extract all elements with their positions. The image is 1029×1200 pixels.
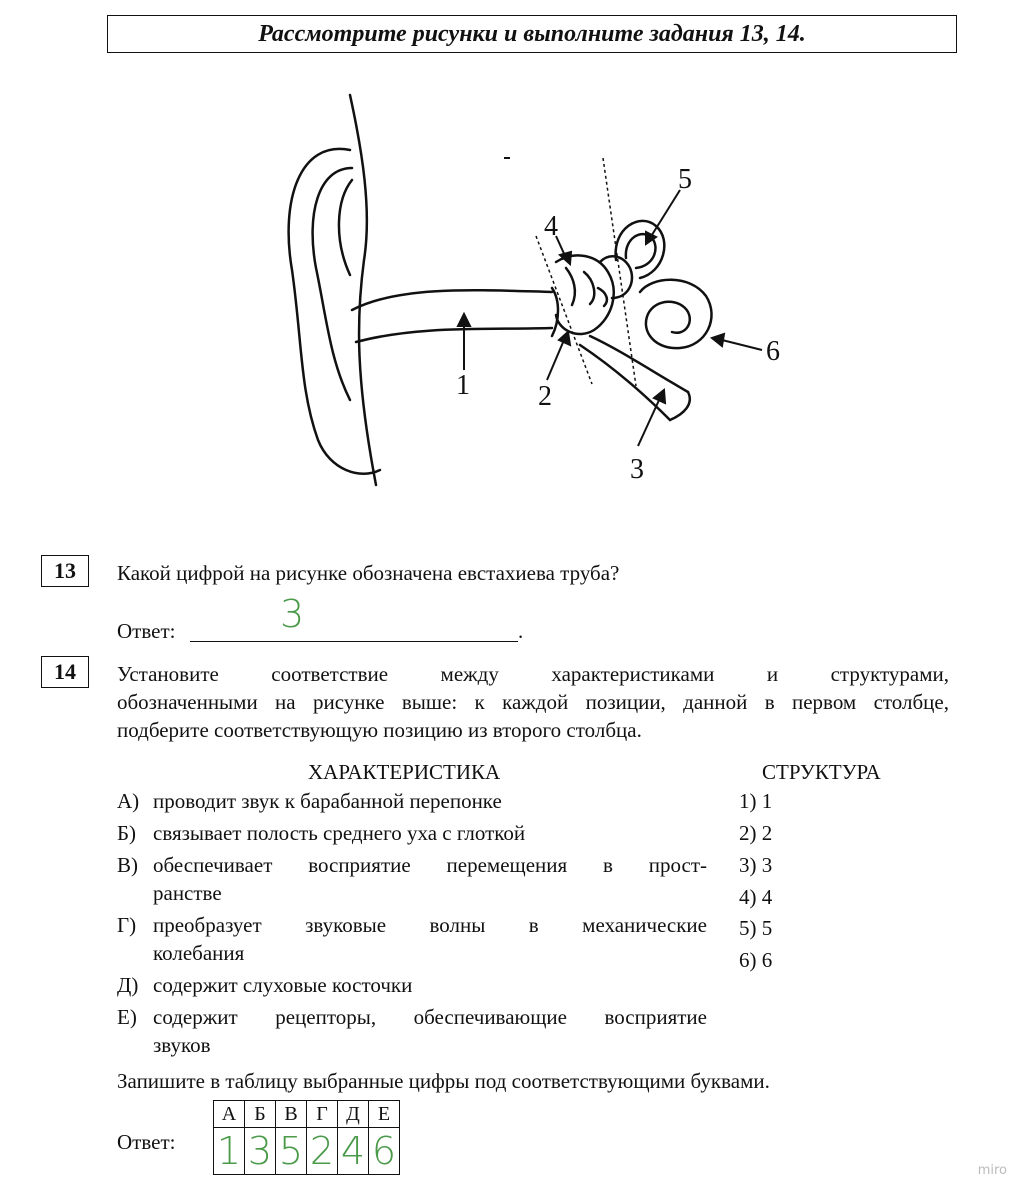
item-text-a: проводит звук к барабанной перепонке	[153, 789, 502, 813]
pinna-inner	[313, 168, 352, 400]
structure-item-1: 1) 1	[739, 789, 773, 813]
eustachian-tube-bottom	[580, 345, 670, 420]
structure-item-5: 5) 5	[739, 916, 773, 940]
question-13-answer-dot: .	[518, 619, 524, 643]
table-cell-v[interactable]: 5	[276, 1128, 307, 1175]
ossicle-stapes	[598, 288, 607, 306]
arrow-2	[547, 340, 564, 380]
item-text-b: связывает полость среднего уха с глоткой	[153, 821, 526, 845]
question-13-text: Какой цифрой на рисунке обозначена евстахиева труба?	[117, 561, 620, 585]
head-contour	[350, 95, 376, 485]
figure-label-6: 6	[766, 336, 780, 367]
table-cell-g[interactable]: 2	[307, 1128, 338, 1175]
column-header-structure: СТРУКТУРА	[762, 760, 881, 784]
item-text-g-line-1: преобразует звуковые волны в механические	[153, 913, 707, 937]
item-letter-g: Г)	[117, 913, 137, 937]
table-header-b: Б	[245, 1101, 276, 1128]
figure-label-3: 3	[630, 454, 644, 485]
ear-canal-bottom	[356, 328, 552, 342]
semicircular-canal-1	[616, 221, 665, 278]
question-14-intro-line-2: обозначенными на рисунке выше: к каждой позиции, данной в первом столбце,	[117, 690, 949, 714]
table-instruction: Запишите в таблицу выбранные цифры под соответствующими буквами.	[117, 1069, 770, 1093]
item-text-e-line-2: звуков	[153, 1033, 211, 1057]
ossicle-malleus	[566, 268, 575, 305]
ear-canal-top	[352, 290, 552, 310]
table-header-v: В	[276, 1101, 307, 1128]
question-14-intro-line-1: Установите соответствие между характеристиками и структурами,	[117, 662, 949, 686]
table-header-e: Е	[369, 1101, 400, 1128]
question-14-intro-line-3: подберите соответствующую позицию из второго столбца.	[117, 718, 642, 742]
item-letter-v: В)	[117, 853, 138, 877]
answer-table	[213, 1100, 400, 1175]
column-header-characteristic: ХАРАКТЕРИСТИКА	[308, 760, 501, 784]
structure-item-6: 6) 6	[739, 948, 773, 972]
figure-label-2: 2	[538, 381, 552, 412]
item-text-d: содержит слуховые косточки	[153, 973, 413, 997]
item-letter-e: Е)	[117, 1005, 137, 1029]
figure-label-5: 5	[678, 164, 692, 195]
pinna-fold	[339, 180, 352, 275]
structure-item-4: 4) 4	[739, 885, 773, 909]
arrow-3	[638, 398, 660, 446]
item-letter-d: Д)	[117, 973, 139, 997]
question-14-answer-label: Ответ:	[117, 1130, 176, 1154]
question-13-answer-label: Ответ:	[117, 619, 176, 643]
figure-label-4: 4	[544, 211, 558, 242]
table-header-g: Г	[307, 1101, 338, 1128]
cochlea	[640, 280, 712, 348]
item-text-v-line-1: обеспечивает восприятие перемещения в прост-	[153, 853, 707, 877]
question-14-number: 14	[41, 656, 89, 688]
item-text-e-line-1: содержит рецепторы, обеспечивающие восприятие	[153, 1005, 707, 1029]
question-13-answer-line[interactable]	[190, 619, 518, 642]
ossicle-incus	[584, 272, 594, 304]
miro-watermark: miro	[977, 1163, 1007, 1178]
question-13-number: 13	[41, 555, 89, 587]
table-cell-b[interactable]: 3	[245, 1128, 276, 1175]
question-13-handwritten-answer: 3	[280, 592, 305, 636]
item-letter-b: Б)	[117, 821, 137, 845]
arrow-5	[650, 190, 680, 238]
table-cell-a[interactable]: 1	[214, 1128, 245, 1175]
item-letter-a: А)	[117, 789, 140, 813]
table-header-a: А	[214, 1101, 245, 1128]
item-text-v-line-2: ранстве	[153, 881, 222, 905]
table-cell-d[interactable]: 4	[338, 1128, 369, 1175]
figure-label-1: 1	[456, 370, 470, 401]
structure-item-2: 2) 2	[739, 821, 773, 845]
table-cell-e[interactable]: 6	[369, 1128, 400, 1175]
arrow-6	[722, 340, 762, 350]
table-header-d: Д	[338, 1101, 369, 1128]
tube-end	[670, 392, 690, 420]
item-text-g-line-2: колебания	[153, 941, 245, 965]
ear-diagram	[0, 0, 1029, 520]
section-header: Рассмотрите рисунки и выполните задания 13, 14.	[107, 15, 957, 53]
structure-item-3: 3) 3	[739, 853, 773, 877]
